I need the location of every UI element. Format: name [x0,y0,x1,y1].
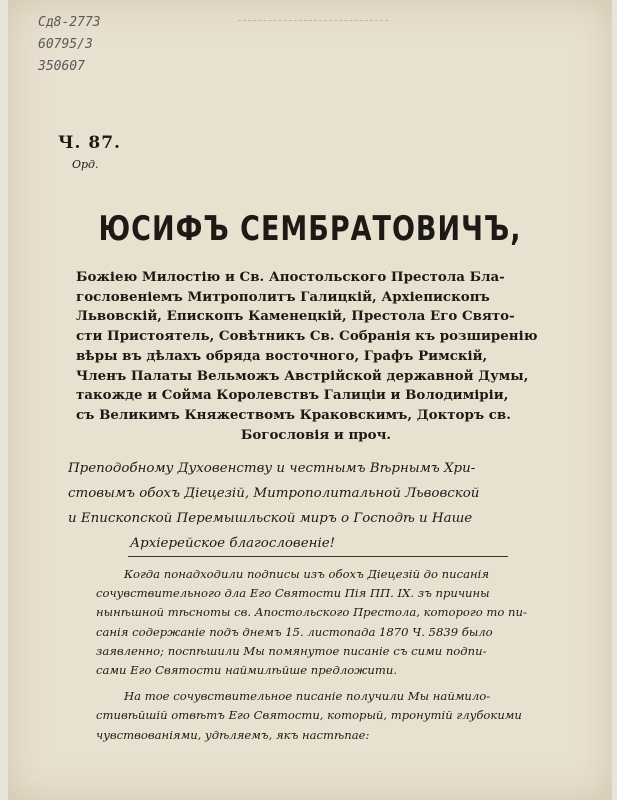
author-name: ЮСИФЪ СЕМБРАТОВИЧЪ, [98,210,522,249]
title-line: съ Великимъ Княжествомъ Краковскимъ, Докторъ св. [76,406,511,423]
title-line: Богословія и проч. [240,426,392,443]
faint-handwriting [238,20,388,22]
body-line: стивѣйшій отвѣтъ Его Святости, который, тронутій глубокими [96,708,522,723]
divider [128,556,508,557]
archive-mark-3: 350607 [38,59,85,74]
greeting-line: и Епископской Перемышльской миръ о Господѣ и Наше [68,511,473,526]
body-line: На тое сочувствительное писаніе получили Мы наймило- [124,689,491,704]
title-line: вѣры въ дѣлахъ обряда восточного, Графъ Римскій, [76,347,488,364]
greeting [68,456,558,556]
title-line: такожде и Сойма Королевствъ Галиціи и Володиміріи, [76,387,509,404]
greeting-line: Архіерейское благословеніе! [130,536,336,551]
document-page [8,0,612,800]
title-line: гословеніемъ Митрополитъ Галицкій, Архіепископъ [76,288,490,305]
order-label: Орд. [72,158,99,171]
archive-mark-1: Сд8-2773 [38,15,101,30]
body-line: санія содержаніе подъ днемъ 15. листопада 1870 Ч. 5839 было [96,624,493,639]
body-line: Когда понадходили подписы изъ обохъ Діецезій до писанія [124,567,490,581]
author-titles [76,268,556,445]
title-line: сти Пристоятель, Совѣтникъ Св. Собранія къ розширенію [76,328,538,345]
body-line: заявленно; поспѣшили Мы помянутое писаніе съ сими подпи- [96,643,487,658]
greeting-line: Преподобному Духовенству и честнымъ Вѣрнымъ Хри- [68,461,476,476]
order-number: Ч. 87. [58,133,121,153]
body-text [96,565,556,745]
body-line: нынѣшной тѣсноты св. Апостольского Престола, которого то пи- [96,605,527,620]
archive-marks [38,12,101,78]
title-line: Членъ Палаты Вельможъ Австрійской державной Думы, [76,367,529,384]
title-line: Божіею Милостію и Св. Апостольского Престола Бла- [76,269,505,285]
greeting-line: стовымъ обохъ Діецезій, Митрополитальной Львовской [68,486,480,501]
body-line: сочувствительного дла Его Святости Пія ПП. IX. зъ причины [96,586,490,601]
title-line: Львовскій, Епископъ Каменецкій, Престола Его Свято- [76,308,515,325]
body-line: сами Его Святости наймилѣйше предложити. [96,663,398,678]
archive-mark-2: 60795/3 [38,37,93,52]
body-line: чувствованіями, удѣляемъ, якъ настѣпае: [96,727,370,742]
